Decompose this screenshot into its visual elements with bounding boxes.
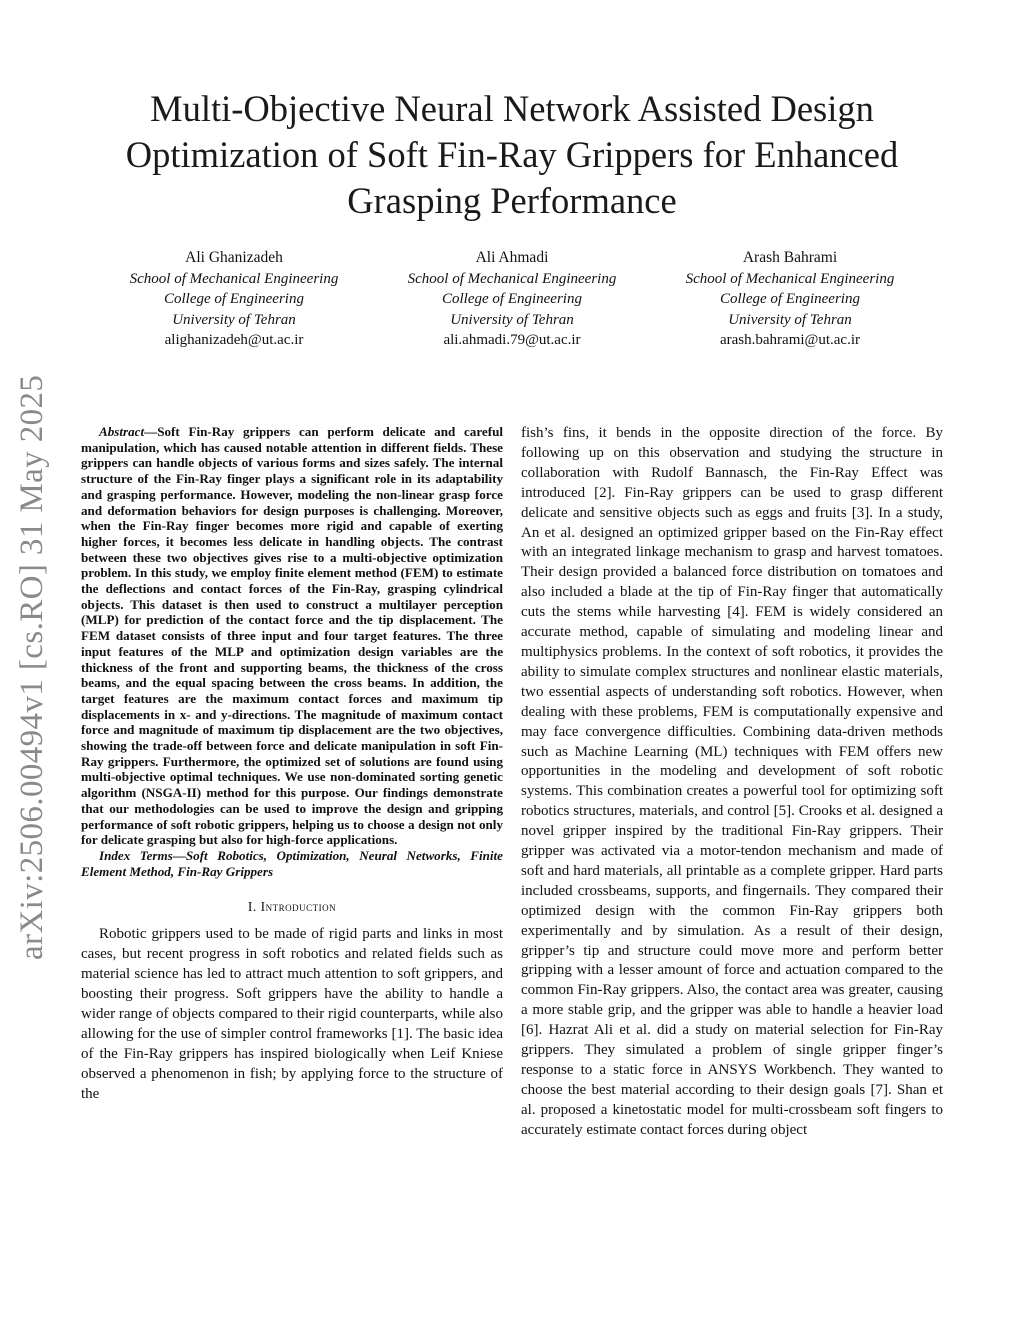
abstract-text: —Soft Fin-Ray grippers can perform delicate and careful manipulation, which has caused notable attention in different fields. These grippers can handle objects of various forms and sizes safely. The internal structure of the Fin-Ray finger plays a significant role in its adaptability and grasping performance. However, modeling the non-linear grasp force and deformation behaviors for design purposes is challenging. Moreover, when the Fin-Ray finger becomes more rigid and capable of exerting higher forces, it becomes less delicate in handling objects. The contrast between these two objectives gives rise to a multi-objective optimization problem. In this study, we employ finite element method (FEM) to estimate the deflections and contact forces of the Fin-Ray, grasping cylindrical objects. This dataset is then used to construct a multilayer perception (MLP) for prediction of the contact force and the tip displacement. The FEM dataset consists of three input and four target features. The three input features of the MLP and optimization design variables are the thickness of the front and supporting beams, the thickness of the cross beams, and the equal spacing between the cross beams. In addition, the target features are the maximum contact forces and maximum tip displacements in x- and y-directions. The magnitude of maximum contact force and magnitude of maximum tip displacement are the two objectives, showing the trade-off between force and delicate manipulation in soft Fin-Ray grippers. Furthermore, the optimized set of solutions are found using multi-objective optimal techniques. We use non-dominated sorting genetic algorithm (NSGA-II) method for this purpose. Our findings demonstrate that our methodologies can be used to improve the design and gripping performance of soft robotic grippers, helping us to choose a design not only for delicate grasping but also for high-force applications. [81, 424, 503, 848]
author-email: alighanizadeh@ut.ac.ir [164, 332, 304, 348]
author-university: University of Tehran [172, 311, 296, 328]
author-university: University of Tehran [450, 311, 574, 328]
author-email: ali.ahmadi.79@ut.ac.ir [443, 332, 581, 348]
author-block [95, 248, 929, 351]
right-column [521, 424, 943, 1141]
author-school: School of Mechanical Engineering [407, 270, 617, 287]
author-school: School of Mechanical Engineering [129, 270, 339, 287]
author-college: College of Engineering [720, 291, 860, 307]
index-terms: Index Terms—Soft Robotics, Optimization, Neural Networks, Finite Element Method, Fin-Ray Grippers [81, 847, 503, 879]
paper-title: Multi-Objective Neural Network Assisted Design Optimization of Soft Fin-Ray Grippers for Enhanced Grasping Performance [125, 88, 899, 221]
left-column [81, 424, 503, 1105]
section-heading-introduction: I. Introduction [247, 899, 337, 915]
author-1 [95, 248, 373, 351]
author-college: College of Engineering [442, 291, 582, 307]
author-university: University of Tehran [728, 311, 852, 328]
author-name: Ali Ahmadi [475, 249, 549, 266]
author-college: College of Engineering [164, 291, 304, 307]
abstract [81, 424, 503, 848]
author-2 [373, 248, 651, 351]
author-email: arash.bahrami@ut.ac.ir [719, 332, 860, 348]
author-school: School of Mechanical Engineering [685, 270, 895, 287]
author-name: Ali Ghanizadeh [185, 249, 283, 266]
author-name: Arash Bahrami [742, 249, 838, 266]
introduction-paragraph: Robotic grippers used to be made of rigid parts and links in most cases, but recent progress in soft robotics and related fields such as material science has led to attract much attention to soft grippers, and boosting their progress. Soft grippers have the ability to handle a wider range of objects compared to their rigid counterparts, while also allowing for the use of simpler control frameworks [1]. The basic idea of the Fin-Ray grippers has inspired biologically when Leif Kniese observed a phenomenon in fish; by applying force to the structure of the [81, 926, 503, 1102]
introduction-continued: fish’s fins, it bends in the opposite direction of the force. By following up on this observation and studying the structure in collaboration with Rudolf Bannasch, the Fin-Ray Effect was introduced [2]. Fin-Ray grippers can be used to grasp different delicate and sensitive objects such as eggs and fruits [3]. In a study, An et al. designed an optimized gripper based on the Fin-Ray effect with an integrated linkage mechanism to grasp and harvest tomatoes. Their design provided a balanced force distribution on tomatoes and also included a blade at the tip of Fin-Ray finger that automatically cuts the stems while harvesting [4]. FEM is widely considered an accurate method, capable of simulating and modeling linear and multiphysics problems. In the context of soft robotics, it provides the ability to simulate complex structures and nonlinear elastic materials, two essential aspects of understanding soft robotics. However, when dealing with these problems, FEM is computationally expensive and may face convergence difficulties. Combining data-driven methods such as Machine Learning (ML) techniques with FEM offers new opportunities in the modeling and development of soft robotic systems. This combination creates a powerful tool for optimizing soft robotics structures, materials, and control [5]. Crooks et al. designed a novel gripper inspired by the traditional Fin-Ray grippers. Their gripper was activated via a motor-tendon mechanism and made of soft and hard materials, all printable as a complete gripper. Hard parts included crossbeams, supports, and fingernails. They compared their optimized design with the common Fin-Ray grippers both experimentally and by simulation. As a result of their design, gripper’s tip and structure could move more and perform better gripping with a lesser amount of force and actuation compared to the common Fin-Ray grippers. Also, the contact area was greater, causing a more stable grip, and the gripper was able to handle a heavier load [6]. Hazrat Ali et al. did a study on material selection for Fin-Ray grippers. They simulated a problem of single gripper finger’s response to a static force in ANSYS Workbench. They wanted to choose the best material according to their design goals [7]. Shan et al. proposed a kinetostatic model for multi-crossbeam soft fingers to accurately estimate contact forces during object [521, 425, 943, 1138]
arxiv-identifier: arXiv:2506.00494v1 [cs.RO] 31 May 2025 [14, 374, 50, 960]
abstract-label: Abstract [99, 424, 145, 439]
author-3 [651, 248, 929, 351]
